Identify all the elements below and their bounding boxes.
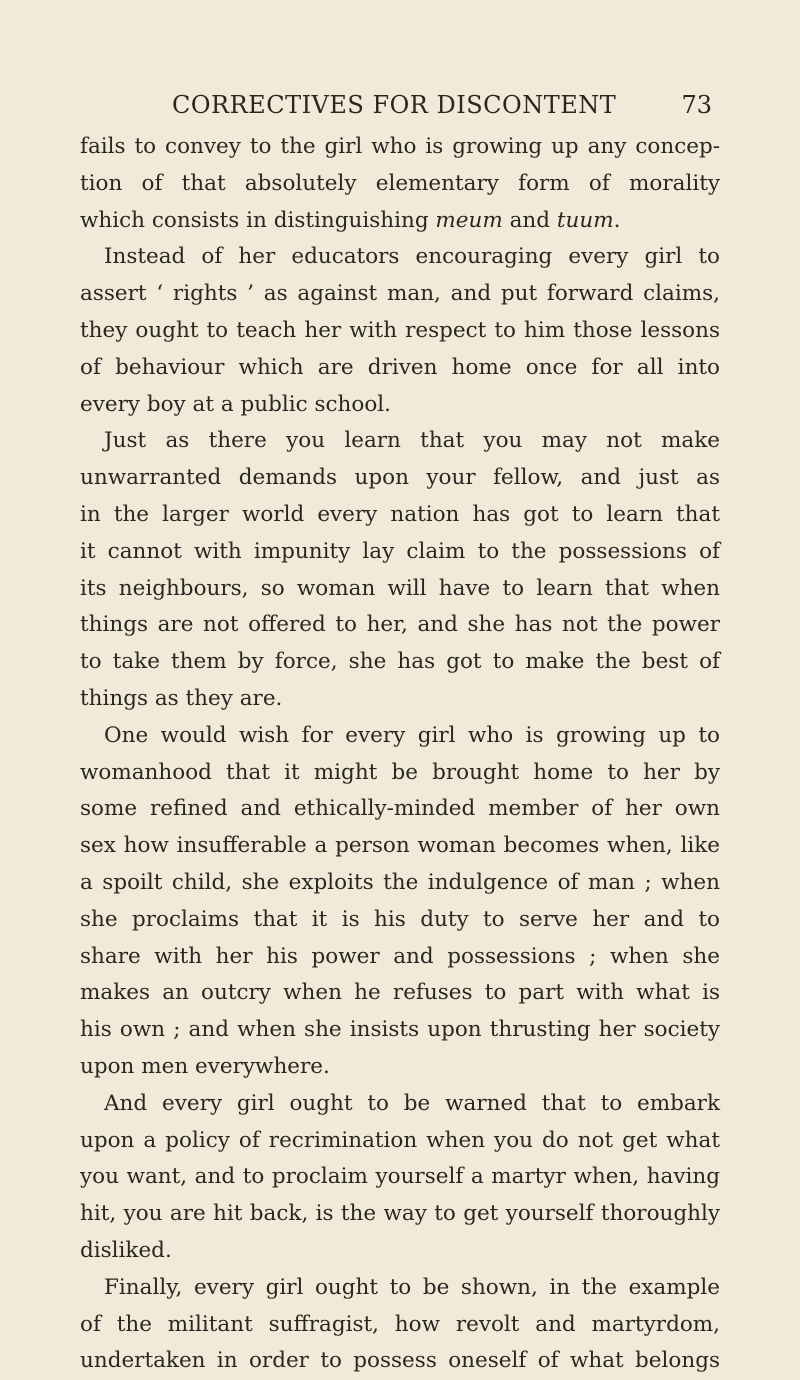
text-line: some refined and ethically-minded member of her own <box>80 796 720 822</box>
text-line: assert ‘ rights ’ as against man, and put forward claims, <box>80 281 720 307</box>
text-line: of behaviour which are driven home once for all into <box>80 354 720 380</box>
body-text <box>80 129 720 1380</box>
text-line: tion of that absolutely elementary form of morality <box>80 170 720 196</box>
text-line: things as they are. <box>80 685 283 711</box>
text-line: to take them by force, she has got to make the best of <box>80 649 720 675</box>
text-line: fails to convey to the girl who is growing up any concep- <box>80 134 720 159</box>
text-line: things are not offered to her, and she has not the power <box>80 612 720 638</box>
text-line: Instead of her educators encouraging every girl to <box>104 244 720 270</box>
running-title: CORRECTIVES FOR DISCONTENT <box>172 91 617 119</box>
page-number: 73 <box>681 91 712 119</box>
text-line: And every girl ought to be warned that to embark <box>104 1090 720 1116</box>
text-line: they ought to teach her with respect to him those lessons <box>80 317 720 343</box>
text-line: upon men everywhere. <box>80 1053 330 1079</box>
text-line: Just as there you learn that you may not make <box>104 428 720 454</box>
text-line: Finally, every girl ought to be shown, in the example <box>104 1274 720 1300</box>
text-line: his own ; and when she insists upon thrusting her society <box>80 1017 720 1043</box>
text-line: every boy at a public school. <box>80 391 392 417</box>
text-line: share with her his power and possessions ; when she <box>80 943 720 969</box>
text-line: its neighbours, so woman will have to learn that when <box>80 575 720 601</box>
text-line: sex how insufferable a person woman becomes when, like <box>80 833 720 859</box>
text-line: makes an outcry when he refuses to part with what is <box>80 980 720 1006</box>
text-line: unwarranted demands upon your fellow, and just as <box>80 465 720 491</box>
text-line: disliked. <box>80 1237 172 1263</box>
text-line: she proclaims that it is his duty to serve her and to <box>80 906 720 932</box>
text-line: of the militant suffragist, how revolt and martyrdom, <box>80 1311 720 1337</box>
text-line: it cannot with impunity lay claim to the possessions of <box>80 538 720 564</box>
running-head <box>80 88 712 122</box>
text-line: womanhood that it might be brought home to her by <box>80 759 720 785</box>
text-line: One would wish for every girl who is growing up to <box>104 722 720 748</box>
text-line: hit, you are hit back, is the way to get yourself thoroughly <box>80 1201 720 1227</box>
text-line: upon a policy of recrimination when you do not get what <box>80 1127 720 1153</box>
text-line: a spoilt child, she exploits the indulgence of man ; when <box>80 869 720 895</box>
text-line: you want, and to proclaim yourself a martyr when, having <box>80 1164 720 1190</box>
text-line: in the larger world every nation has got to learn that <box>80 501 720 527</box>
text-line: undertaken in order to possess oneself of what belongs <box>80 1348 720 1374</box>
text-line: which consists in distinguishing meum and tuum. <box>80 207 621 233</box>
